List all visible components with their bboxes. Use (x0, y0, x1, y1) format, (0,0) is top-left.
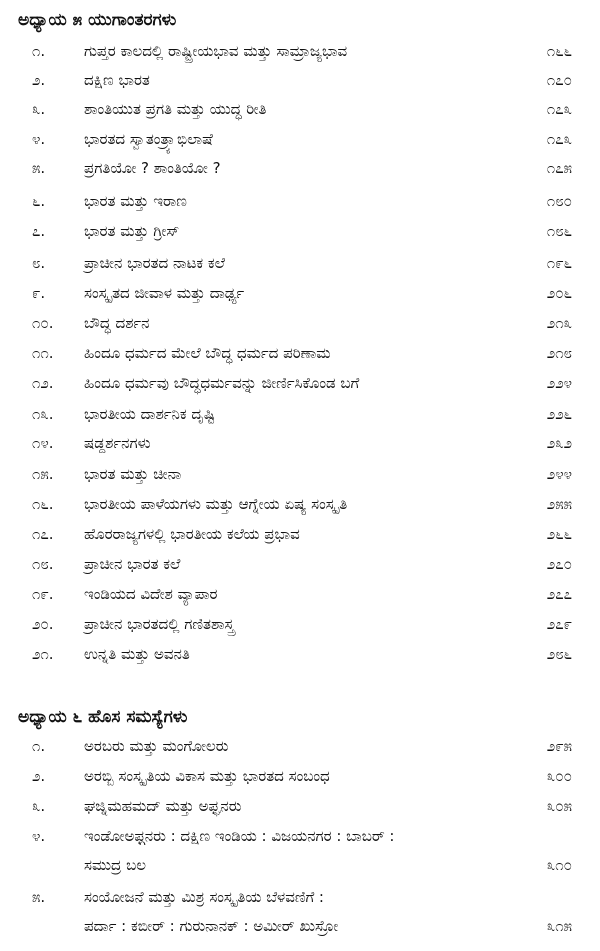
entry-page: ೧೬೬ (546, 42, 572, 60)
entry-page: ೩೧೫ (546, 917, 572, 935)
entry-page: ೨೭೭ (546, 585, 572, 603)
entry-page: ೧೭೦ (546, 71, 572, 89)
toc-entry (0, 555, 600, 583)
entry-number: ೩. (32, 100, 46, 118)
entry-title: ದಕ್ಷಿಣ ಭಾರತ (84, 71, 150, 89)
entry-page: ೩೧೦ (546, 856, 572, 874)
entry-page: ೩೦೫ (546, 797, 572, 815)
toc-entry (0, 222, 600, 250)
entry-number: ೧. (32, 42, 46, 60)
entry-page: ೩೦೦ (546, 767, 572, 785)
entry-number: ೮. (32, 254, 46, 272)
entry-title: ಅರಬರು ಮತ್ತು ಮಂಗೋಲರು (84, 737, 229, 755)
entry-title: ಹೊರರಾಜ್ಯಗಳಲ್ಲಿ ಭಾರತೀಯ ಕಲೆಯ ಪ್ರಭಾವ (84, 525, 300, 543)
entry-title: ಗುಪ್ತರ ಕಾಲದಲ್ಲಿ ರಾಷ್ಟ್ರೀಯಭಾವ ಮತ್ತು ಸಾಮ್ರಾಜ್ಯಭಾವ (84, 42, 348, 60)
chapter-5-title: ಅಧ್ಯಾಯ ೫ ಯುಗಾಂತರಗಳು (18, 10, 177, 30)
toc-entry (0, 495, 600, 523)
entry-number: ೭. (32, 222, 46, 240)
entry-title: ಬೌದ್ಧ ದರ್ಶನ (84, 314, 150, 332)
entry-title: ಇಂಡೋಅಫ್ಗನರು : ದಕ್ಷಿಣ ಇಂಡಿಯ : ವಿಜಯನಗರ : ಬಾಬರ್ : (84, 827, 395, 845)
entry-number: ೨೦. (32, 615, 54, 633)
entry-page: ೧೭೩ (546, 100, 572, 118)
toc-entry (0, 465, 600, 493)
chapter-6-title: ಅಧ್ಯಾಯ ೬ ಹೊಸ ಸಮಸ್ಯೆಗಳು (18, 707, 188, 727)
entry-page: ೨೩೨ (546, 434, 572, 452)
entry-page: ೨೧೩ (546, 314, 572, 332)
entry-page: ೨೪೪ (546, 465, 572, 483)
entry-number: ೧೩. (32, 405, 54, 423)
entry-title: ಭಾರತ ಮತ್ತು ಇರಾಣ (84, 192, 187, 210)
entry-number: ೧೧. (32, 344, 54, 362)
entry-page: ೨೨೬ (546, 405, 572, 423)
entry-number: ೧೮. (32, 555, 54, 573)
entry-title: ಭಾರತ ಮತ್ತು ಚೀನಾ (84, 465, 182, 483)
entry-page: ೨೧೮ (546, 344, 572, 362)
toc-entry (0, 374, 600, 402)
entry-title: ಹಿಂದೂ ಧರ್ಮವು ಬೌದ್ಧಧರ್ಮವನ್ನು ಜೀರ್ಣಿಸಿಕೊಂಡ ಬಗೆ (84, 374, 360, 392)
entry-page: ೨೦೬ (546, 284, 572, 302)
toc-entry (0, 254, 600, 282)
entry-title: ಇಂಡಿಯದ ವಿದೇಶ ವ್ಯಾಪಾರ (84, 585, 218, 603)
entry-number: ೯. (32, 284, 46, 302)
entry-number: ೪. (32, 130, 46, 148)
toc-entry (0, 434, 600, 462)
entry-title: ಹಿಂದೂ ಧರ್ಮದ ಮೇಲೆ ಬೌದ್ಧ ಧರ್ಮದ ಪರಿಣಾಮ (84, 344, 331, 362)
entry-number: ೫. (32, 159, 46, 177)
entry-number: ೨. (32, 767, 46, 785)
entry-number: ೧೨. (32, 374, 54, 392)
entry-number: ೧೦. (32, 314, 54, 332)
entry-title: ಪ್ರಾಚೀನ ಭಾರತ ಕಲೆ (84, 555, 181, 573)
entry-number: ೨. (32, 71, 46, 89)
entry-page: ೨೬೬ (546, 525, 572, 543)
entry-number: ೧. (32, 737, 46, 755)
entry-title: ಪ್ರಾಚೀನ ಭಾರತದಲ್ಲಿ ಗಣಿತಶಾಸ್ತ್ರ (84, 615, 235, 633)
entry-title: ಪ್ರಗತಿಯೋ ? ಶಾಂತಿಯೋ ? (84, 159, 221, 177)
entry-title: ಸಂಯೋಜನೆ ಮತ್ತು ಮಿಶ್ರ ಸಂಸ್ಕೃತಿಯ ಬೆಳವಣಿಗೆ : (84, 888, 324, 906)
toc-entry (0, 130, 600, 158)
entry-title: ಘಜ್ನಿಮಹಮದ್ ಮತ್ತು ಅಫ್ಘನರು (84, 797, 242, 815)
entry-number: ೧೫. (32, 465, 54, 483)
entry-title: ಭಾರತೀಯ ದಾರ್ಶನಿಕ ದೃಷ್ಟಿ (84, 405, 216, 423)
entry-number: ೩. (32, 797, 46, 815)
entry-title: ಭಾರತ ಮತ್ತು ಗ್ರೀಸ್ (84, 222, 180, 240)
entry-title-continued: ಸಮುದ್ರ ಬಲ (84, 856, 146, 874)
toc-entry (0, 344, 600, 372)
entry-page: ೨೭೯ (546, 615, 572, 633)
toc-entry (0, 71, 600, 99)
entry-title: ಭಾರತೀಯ ಪಾಳೆಯಗಳು ಮತ್ತು ಆಗ್ನೇಯ ಏಷ್ಯ ಸಂಸ್ಕೃತಿ (84, 495, 348, 513)
toc-entry (0, 284, 600, 312)
toc-entry (0, 585, 600, 613)
toc-entry (0, 42, 600, 70)
toc-entry (0, 645, 600, 673)
entry-number: ೬. (32, 192, 46, 210)
entry-title: ಅರಬ್ಬಿ ಸಂಸ್ಕೃತಿಯ ವಿಕಾಸ ಮತ್ತು ಭಾರತದ ಸಂಬಂಧ (84, 767, 330, 785)
toc-entry (0, 888, 600, 935)
toc-entry (0, 827, 600, 874)
entry-page: ೧೮೬ (546, 222, 572, 240)
entry-page: ೨೭೦ (546, 555, 572, 573)
toc-entry (0, 525, 600, 553)
entry-page: ೨೯೫ (546, 737, 572, 755)
entry-page: ೧೭೫ (546, 159, 572, 177)
entry-number: ೧೭. (32, 525, 54, 543)
toc-entry (0, 615, 600, 643)
entry-title: ಶಾಂತಿಯುತ ಪ್ರಗತಿ ಮತ್ತು ಯುದ್ಧ ರೀತಿ (84, 100, 267, 118)
entry-title: ಭಾರತದ ಸ್ವಾತಂತ್ರ್ಯಾಭಿಲಾಷೆ (84, 130, 213, 148)
toc-entry (0, 314, 600, 342)
toc-entry (0, 159, 600, 187)
entry-title: ಸಂಸ್ಕೃತದ ಜೀವಾಳ ಮತ್ತು ದಾರ್ಢ್ಯ (84, 284, 245, 302)
toc-entry (0, 797, 600, 825)
entry-number: ೧೬. (32, 495, 54, 513)
entry-page: ೨೨೪ (546, 374, 572, 392)
entry-title: ಷಡ್ದರ್ಶನಗಳು (84, 434, 151, 452)
toc-entry (0, 405, 600, 433)
entry-page: ೨೫೫ (546, 495, 572, 513)
entry-page: ೧೭೩ (546, 130, 572, 148)
toc-entry (0, 100, 600, 128)
entry-page: ೧೮೦ (546, 192, 572, 210)
entry-title-continued: ಪರ್ದಾ : ಕಬೀರ್ : ಗುರುನಾನಕ್ : ಅಮೀರ್ ಖುಸ್ರೋ (84, 917, 339, 935)
entry-number: ೧೪. (32, 434, 54, 452)
toc-entry (0, 192, 600, 220)
entry-page: ೨೮೬ (546, 645, 572, 663)
entry-number: ೨೧. (32, 645, 54, 663)
entry-title: ಉನ್ನತಿ ಮತ್ತು ಅವನತಿ (84, 645, 190, 663)
entry-number: ೧೯. (32, 585, 54, 603)
toc-entry (0, 737, 600, 765)
entry-title: ಪ್ರಾಚೀನ ಭಾರತದ ನಾಟಕ ಕಲೆ (84, 254, 225, 272)
entry-page: ೧೯೬ (546, 254, 572, 272)
entry-number: ೫. (32, 888, 46, 906)
toc-entry (0, 767, 600, 795)
entry-number: ೪. (32, 827, 46, 845)
